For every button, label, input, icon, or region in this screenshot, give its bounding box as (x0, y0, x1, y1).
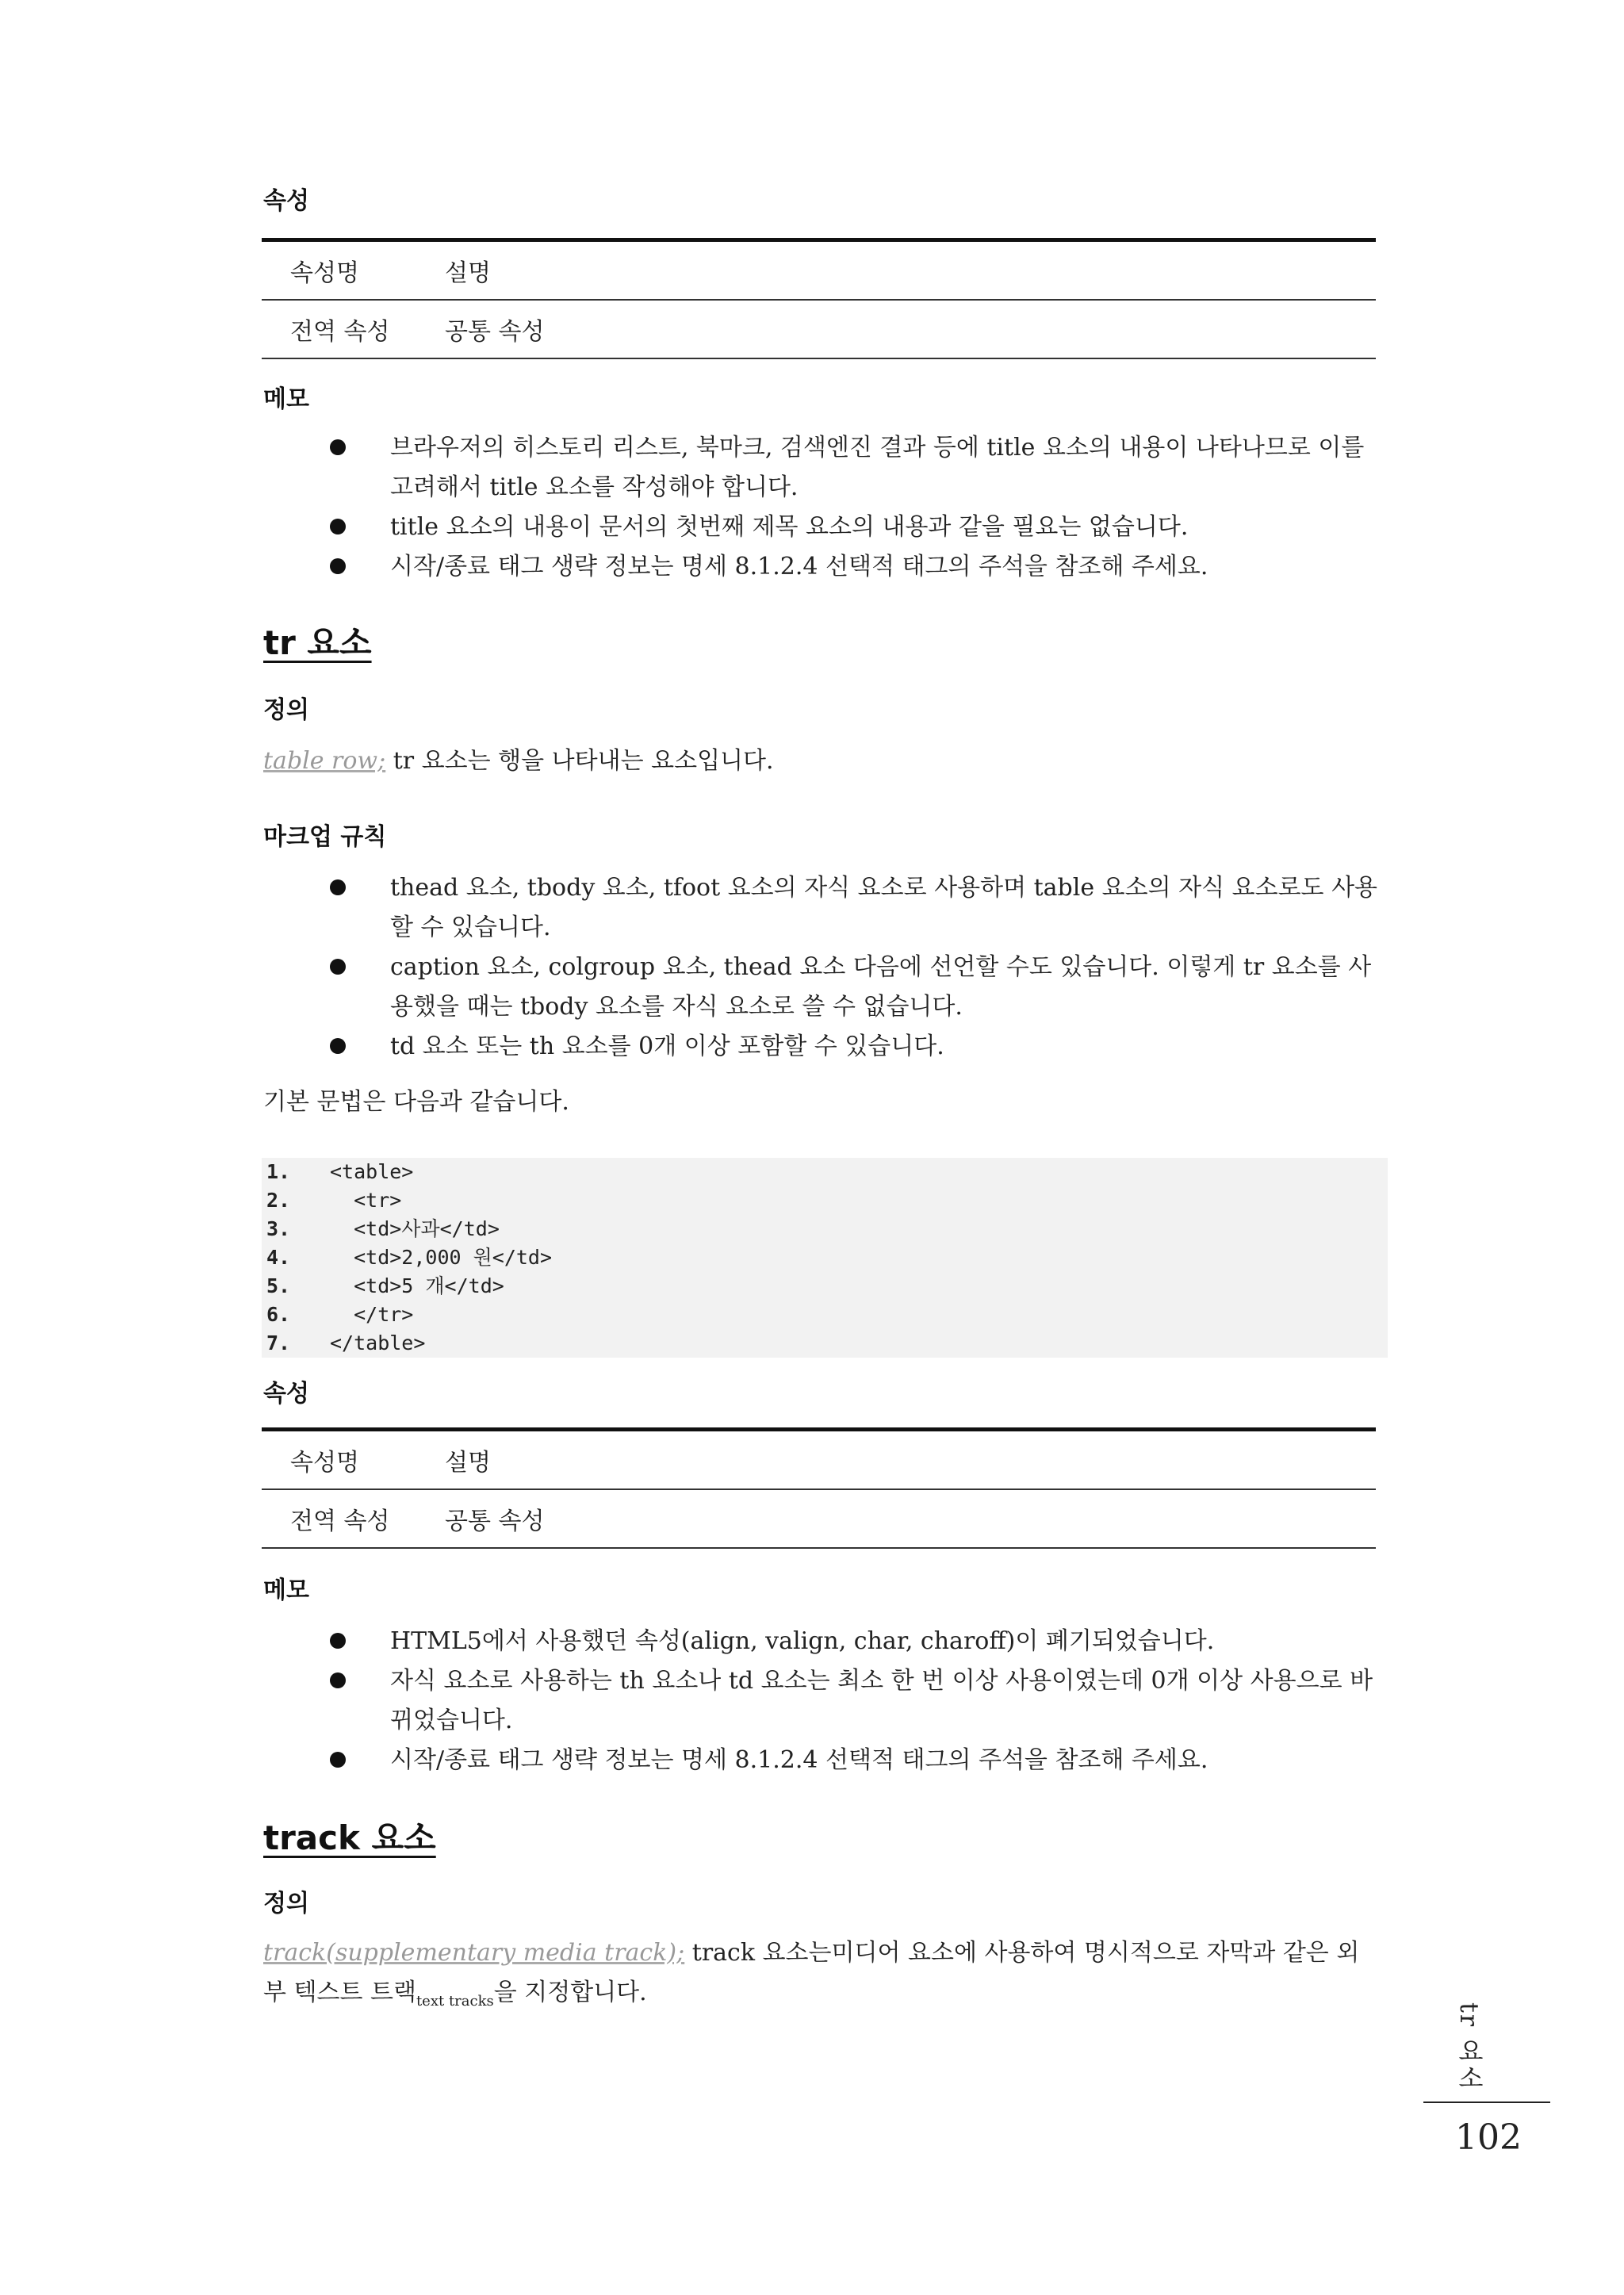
memo-heading: 메모 (263, 385, 309, 413)
code-line: 4. <td>2,000 원</td> (266, 1246, 553, 1269)
code-line: 6. </tr> (266, 1303, 414, 1326)
col-desc-header: 설명 (445, 1449, 491, 1477)
attr-name: 전역 속성 (290, 1508, 390, 1535)
bullet-icon (330, 1672, 346, 1688)
memo-heading: 메모 (263, 1577, 309, 1604)
definition-heading: 정의 (263, 696, 309, 724)
footer-rule (1423, 2102, 1550, 2103)
bullet-icon (330, 959, 346, 975)
list-item: HTML5에서 사용했던 속성(align, valign, char, charoff)이 폐기되었습니다. (325, 1622, 1380, 1661)
attr-desc: 공통 속성 (445, 318, 545, 346)
bullet-icon (330, 1038, 346, 1054)
bullet-icon (330, 1633, 346, 1649)
col-name-header: 속성명 (290, 1449, 359, 1477)
code-line: 3. <td>사과</td> (266, 1217, 500, 1240)
definition-tail: 을 지정합니다. (493, 1979, 647, 2006)
definition-term: track(supplementary media track); (263, 1939, 685, 1967)
markup-rules-heading: 마크업 규칙 (263, 823, 387, 851)
attributes-heading: 속성 (263, 187, 309, 215)
table-row (262, 301, 1376, 359)
syntax-intro: 기본 문법은 다음과 같습니다. (263, 1088, 569, 1116)
track-definition (263, 1933, 1381, 2021)
code-block (262, 1158, 1388, 1358)
attributes-table (262, 1427, 1376, 1549)
code-line: 7. </table> (266, 1331, 426, 1354)
bullet-icon (330, 519, 346, 534)
memo-list (325, 1622, 1380, 1780)
list-item: 시작/종료 태그 생략 정보는 명세 8.1.2.4 선택적 태그의 주석을 참조해 주세요. (325, 1741, 1380, 1780)
attributes-table (262, 238, 1376, 359)
table-row (262, 1490, 1376, 1549)
definition-text: tr 요소는 행을 나타내는 요소입니다. (385, 747, 774, 775)
running-section-label: tr 요소 (1454, 2002, 1484, 2092)
code-line: 2. <tr> (266, 1189, 402, 1212)
table-header-row (262, 242, 1376, 301)
bullet-icon (330, 439, 346, 455)
definition-term: table row; (263, 747, 386, 775)
list-item: thead 요소, tbody 요소, tfoot 요소의 자식 요소로 사용하며 table 요소의 자식 요소로도 사용할 수 있습니다. (325, 868, 1380, 948)
col-name-header: 속성명 (290, 259, 359, 287)
list-item: caption 요소, colgroup 요소, thead 요소 다음에 선언할 수도 있습니다. 이렇게 tr 요소를 사용했을 때는 tbody 요소를 자식 요소로 쓸 수 없습니다. (325, 948, 1380, 1027)
attr-name: 전역 속성 (290, 318, 390, 346)
list-item: 시작/종료 태그 생략 정보는 명세 8.1.2.4 선택적 태그의 주석을 참조해 주세요. (325, 547, 1380, 587)
list-item: 브라우저의 히스토리 리스트, 북마크, 검색엔진 결과 등에 title 요소의 내용이 나타나므로 이를 고려해서 title 요소를 작성해야 합니다. (325, 428, 1380, 508)
memo-list (325, 428, 1380, 587)
attributes-heading: 속성 (263, 1380, 309, 1408)
list-item: 자식 요소로 사용하는 th 요소나 td 요소는 최소 한 번 이상 사용이였는데 0개 이상 사용으로 바뀌었습니다. (325, 1661, 1380, 1741)
code-line: 1. <table> (266, 1160, 414, 1183)
code-line: 5. <td>5 개</td> (266, 1274, 504, 1297)
definition-text: track 요소는미디어 요소에 사용하여 명시적으로 자막과 같은 외부 텍스트 트랙 (263, 1939, 1360, 2006)
bullet-icon (330, 558, 346, 574)
bullet-icon (330, 1752, 346, 1768)
tr-section-title: tr 요소 (263, 623, 372, 662)
attr-desc: 공통 속성 (445, 1508, 545, 1535)
col-desc-header: 설명 (445, 259, 491, 287)
definition-subscript: text tracks (416, 1993, 494, 2010)
list-item: title 요소의 내용이 문서의 첫번째 제목 요소의 내용과 같을 필요는 없습니다. (325, 508, 1380, 547)
track-section-title: track 요소 (263, 1818, 436, 1857)
list-item: td 요소 또는 th 요소를 0개 이상 포함할 수 있습니다. (325, 1027, 1380, 1067)
definition-heading: 정의 (263, 1890, 309, 1918)
bullet-icon (330, 879, 346, 895)
tr-definition (263, 741, 1381, 781)
page-number: 102 (1455, 2117, 1522, 2158)
table-header-row (262, 1431, 1376, 1490)
markup-rules-list (325, 868, 1380, 1067)
